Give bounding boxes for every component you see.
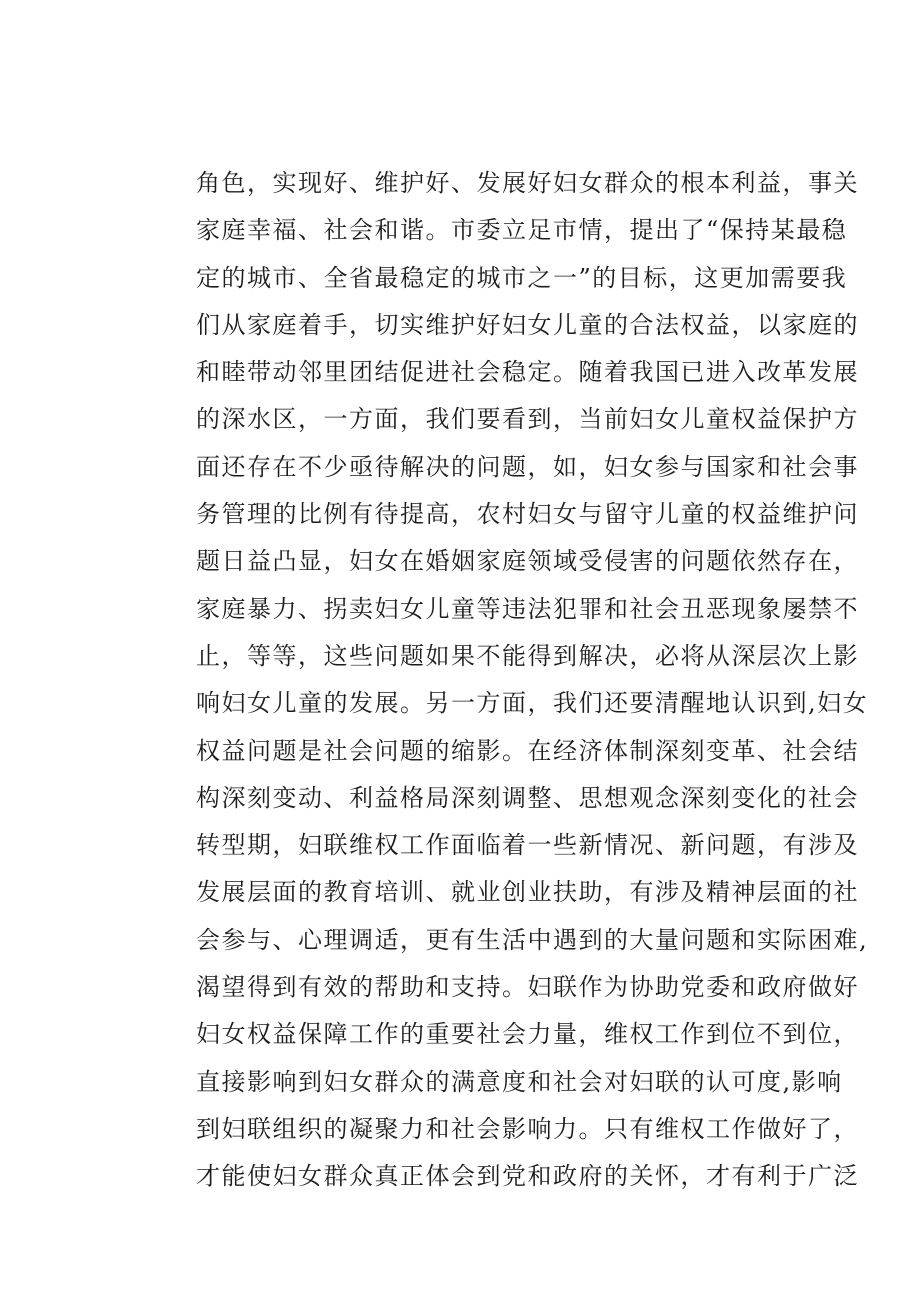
text-line: 们从家庭着手，切实维护好妇女儿童的合法权益，以家庭的: [196, 310, 859, 339]
text-line: 渴望得到有效的帮助和支持。妇联作为协助党委和政府做好: [196, 973, 859, 1002]
text-line: 和睦带动邻里团结促进社会稳定。随着我国已进入改革发展: [196, 358, 859, 387]
text-line: 会参与、心理调适，更有生活中遇到的大量问题和实际困难,: [196, 925, 869, 954]
text-line: 题日益凸显，妇女在婚姻家庭领域受侵害的问题依然存在，: [196, 547, 859, 576]
text-line: 止，等等，这些问题如果不能得到解决，必将从深层次上影: [196, 641, 859, 670]
text-line: 的深水区，一方面，我们要看到，当前妇女儿童权益保护方: [196, 405, 859, 434]
text-line: 转型期，妇联维权工作面临着一些新情况、新问题，有涉及: [196, 831, 859, 860]
text-line: 发展层面的教育培训、就业创业扶助，有涉及精神层面的社: [196, 878, 859, 907]
body-paragraph: [196, 160, 869, 1201]
text-line: 务管理的比例有待提高，农村妇女与留守儿童的权益维护问: [196, 500, 859, 529]
text-line: 角色，实现好、维护好、发展好妇女群众的根本利益，事关: [196, 169, 859, 197]
text-line: 面还存在不少亟待解决的问题，如，妇女参与国家和社会事: [196, 452, 859, 481]
text-line: 直接影响到妇女群众的满意度和社会对妇联的认可度,影响: [196, 1067, 843, 1096]
text-line: 定的城市、全省最稳定的城市之一”的目标，这更加需要我: [196, 263, 848, 292]
text-line: 权益问题是社会问题的缩影。在经济体制深刻变革、社会结: [196, 736, 859, 765]
text-line: 妇女权益保障工作的重要社会力量，维权工作到位不到位，: [196, 1020, 859, 1049]
text-line: 才能使妇女群众真正体会到党和政府的关怀，才有利于广泛: [196, 1162, 859, 1191]
text-line: 构深刻变动、利益格局深刻调整、思想观念深刻变化的社会: [196, 783, 859, 812]
text-line: 到妇联组织的凝聚力和社会影响力。只有维权工作做好了，: [196, 1114, 859, 1143]
text-line: 家庭暴力、拐卖妇女儿童等违法犯罪和社会丑恶现象屡禁不: [196, 594, 859, 623]
text-line: 家庭幸福、社会和谐。市委立足市情，提出了“保持某最稳: [196, 216, 848, 245]
text-line: 响妇女儿童的发展。另一方面，我们还要清醒地认识到,妇女: [196, 689, 869, 718]
